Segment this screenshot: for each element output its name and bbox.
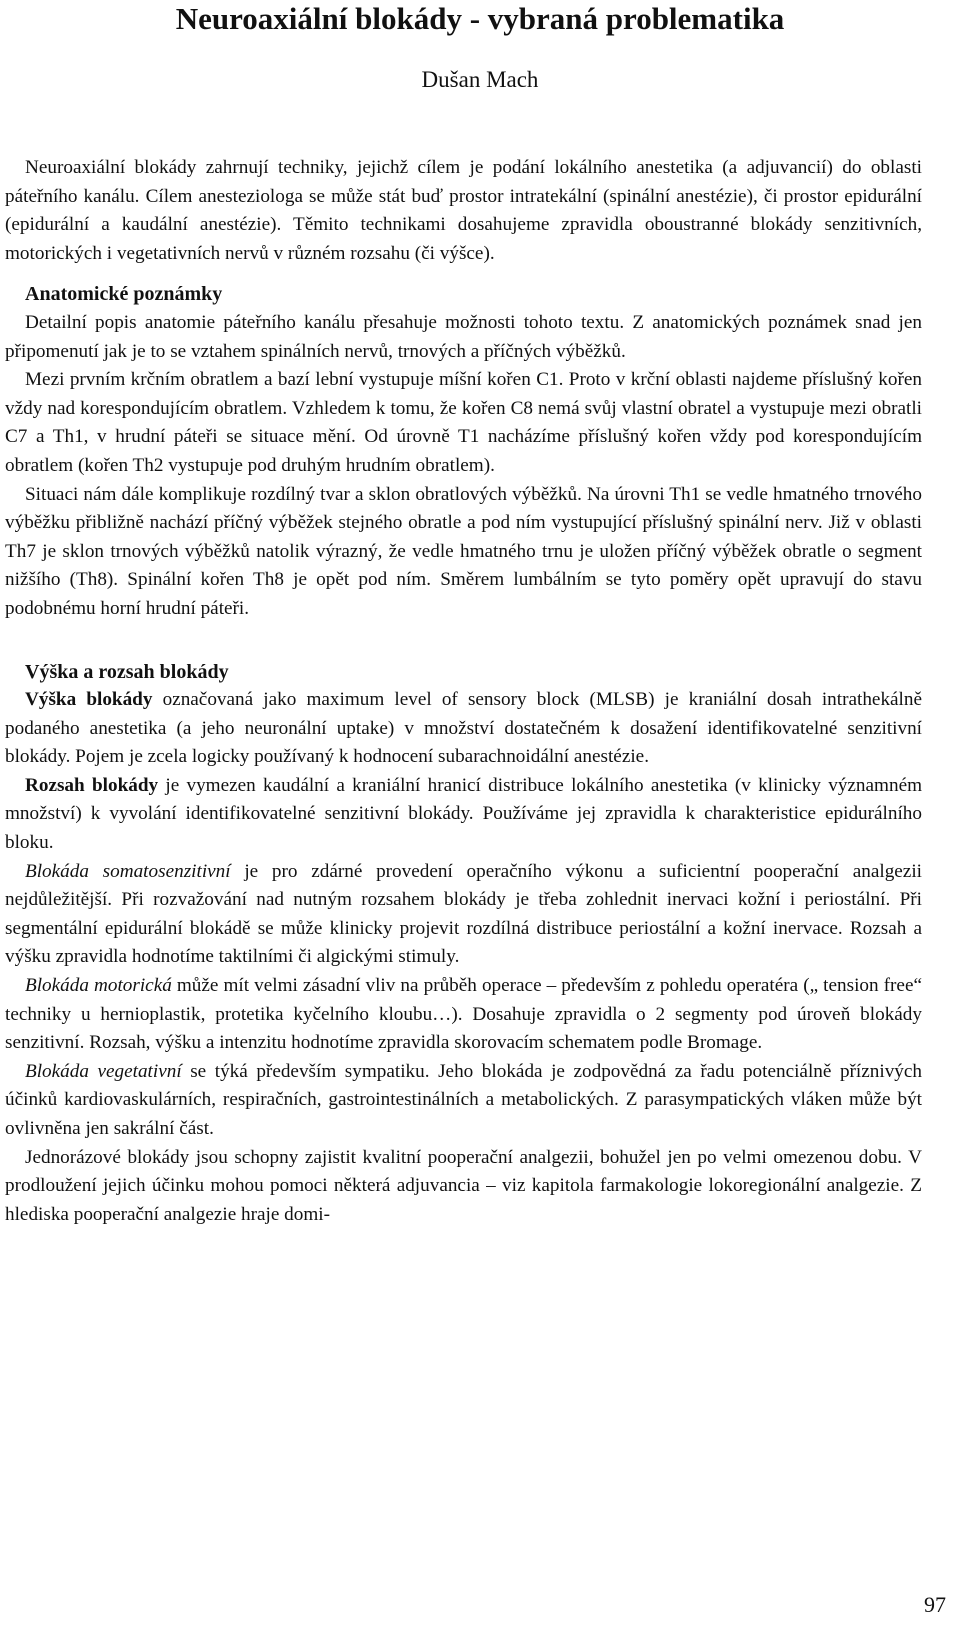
motor-text: může mít velmi zásadní vliv na průběh operace – především z pohledu operatéra („ tension free“ techniky u hernioplastik, protetika kyčelního kloubu…). Dosahuje zpravidla o 2 segmenty pod úroveň blokády senzitivní. Rozsah, výšku a intenzitu hodnotíme zpravidla skorovacím schematem podle Bromage. — [5, 975, 922, 1054]
block-range-text: je vymezen kaudální a kraniální hranicí distribuce lokálního anestetika (v klinicky významném množství) k vyvolání identifikovatelné senzitivní blokády. Používáme jej zpravidla k charakteristice epidurálního bloku. — [5, 774, 923, 854]
term-motor: Blokáda motorická — [25, 975, 172, 997]
vegetative-paragraph — [5, 1058, 922, 1144]
motor-paragraph — [5, 972, 922, 1058]
section-heading-anatomy: Anatomické poznámky — [25, 283, 223, 306]
intro-paragraph: Neuroaxiální blokády zahrnují techniky, jejichž cílem je podání lokálního anestetika (a adjuvancií) do oblasti páteřního kanálu. Cílem anesteziologa se může stát buď prostor intratekální (spinální anestézie), či prostor epidurální (epidurální a kaudální anestézie). Těmito technikami dosahujeme zpravidla oboustranné blokády senzitivních, motorických i vegetativních nervů v různém rozsahu (či výšce). — [5, 157, 922, 264]
document-title: Neuroaxiální blokády - vybraná problematika — [175, 1, 785, 36]
block-height-paragraph — [5, 686, 922, 772]
term-block-range: Rozsah blokády — [25, 774, 159, 796]
document-body — [5, 154, 922, 1229]
somatosensory-text: je pro zdárné provedení operačního výkonu a suficientní pooperační analgezii nejdůležitější. Při rozvažování nad nutným rozsahem blokády je třeba zohlednit inervaci kožní i periostální. Při segmentální epidurální blokádě se může klinicky projevit rozdílná distribuce periostální a kožní inervace. Rozsah a výšku zpravidla hodnotíme taktilními či algickými stimuly. — [5, 860, 922, 968]
anatomy-paragraph-2: Mezi prvním krčním obratlem a bazí lební vystupuje míšní kořen C1. Proto v krční oblasti najdeme příslušný kořen vždy nad korespondujícím obratlem. Vzhledem k tomu, že kořen C8 nemá svůj vlastní obratel a vystupuje mezi obratli C7 a Th1, v hrudní páteři se situace mění. Od úrovně T1 nacházíme příslušný kořen vždy pod korespondujícím obratlem (kořen Th2 vystupuje pod druhým hrudním obratlem). — [5, 369, 922, 476]
anatomy-paragraph-1: Detailní popis anatomie páteřního kanálu přesahuje možnosti tohoto textu. Z anatomických poznámek snad jen připomenutí jak je to se vztahem spinálních nervů, trnových a příčných výběžků. — [5, 311, 922, 362]
section-heading-block-height: Výška a rozsah blokády — [25, 660, 229, 683]
block-height-text: označovaná jako maximum level of sensory block (MLSB) je kraniální dosah intrathekálně podaného anestetika (a jeho neuronální uptake) v množství dostatečném k dosažení identifikovatelné senzitivní blokády. Pojem je zcela logicky používaný k hodnocení subarachnoidální anestézie. — [5, 689, 923, 768]
anatomy-paragraph-3: Situaci nám dále komplikuje rozdílný tvar a sklon obratlových výběžků. Na úrovni Th1 se vedle hmatného trnového výběžku přibližně nachází příčný výběžek stejného obratle a pod ním vystupující příslušný spinální nerv. Již v oblasti Th7 je sklon trnových výběžků natolik výrazný, že vedle hmatného trnu je uložen příčný výběžek obratle o segment nižšího (Th8). Spinální kořen Th8 je opět pod ním. Směrem lumbálním se tyto poměry opět upravují do stavu podobnému horní hrudní páteři. — [5, 483, 922, 619]
somatosensory-paragraph — [5, 858, 922, 972]
term-vegetative: Blokáda vegetativní — [25, 1060, 182, 1082]
term-somatosensory: Blokáda somatosenzitivní — [25, 860, 231, 882]
vegetative-text: se týká především sympatiku. Jeho blokáda je zodpovědná za řadu potenciálně příznivých účinků kardiovaskulárních, respiračních, gastrointestinálních a metabolických. Z parasympatických vláken může být ovlivněna jen sakrální část. — [5, 1060, 922, 1139]
single-shot-paragraph: Jednorázové blokády jsou schopny zajistit kvalitní pooperační analgezii, bohužel jen po velmi omezenou dobu. V prodloužení jejich účinku mohou pomoci některá adjuvancia – viz kapitola farmakologie lokoregionální analgezie. Z hlediska pooperační analgezie hraje domi- — [5, 1146, 922, 1225]
author-name: Dušan Mach — [421, 67, 539, 92]
term-block-height: Výška blokády — [25, 689, 153, 711]
page-number: 97 — [924, 1592, 946, 1617]
block-range-paragraph — [5, 772, 922, 858]
